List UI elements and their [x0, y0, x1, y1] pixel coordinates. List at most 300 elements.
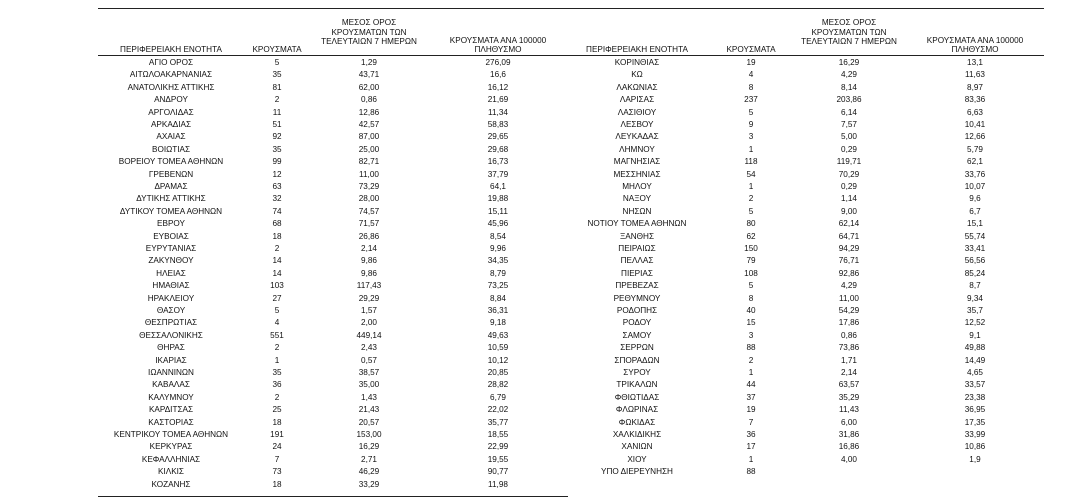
left-avg-cell: 1,57	[361, 306, 377, 315]
left-region-cell: ΙΚΑΡΙΑΣ	[155, 355, 187, 365]
right-avg-cell: 94,29	[838, 244, 860, 253]
right-cases-cell: 8	[748, 82, 754, 92]
left-header-per100k	[428, 18, 568, 55]
left-cases-cell: 18	[272, 231, 282, 241]
left-avg-cell: 42,57	[358, 120, 380, 129]
right-region-cell: ΧΑΛΚΙΔΙΚΗΣ	[612, 430, 662, 439]
left-cases-cell: 51	[272, 120, 282, 129]
right-per100k-cell: 33,99	[964, 430, 986, 439]
right-per100k-cell: 36,95	[964, 405, 986, 415]
right-avg-cell: 203,86	[836, 95, 862, 105]
left-avg-cell: 87,00	[358, 132, 380, 142]
right-region-cell: ΛΑΚΩΝΙΑΣ	[616, 82, 658, 92]
left-per100k-cell: 15,11	[488, 206, 508, 216]
left-per100k-cell: 19,88	[487, 194, 509, 204]
left-region-cell: ΔΥΤΙΚΟΥ ΤΟΜΕΑ ΑΘΗΝΩΝ	[119, 206, 223, 216]
table-row	[98, 193, 1044, 204]
left-per100k-cell: 22,02	[487, 405, 509, 415]
right-region-cell: ΣΑΜΟΥ	[622, 330, 652, 340]
left-cases-cell: 68	[272, 219, 282, 229]
left-per100k-cell: 34,35	[487, 256, 509, 266]
left-avg-cell: 29,29	[358, 293, 380, 303]
right-per100k-cell: 17,35	[964, 417, 986, 427]
left-region-cell: ΓΡΕΒΕΝΩΝ	[148, 169, 194, 179]
right-cases-cell: 54	[746, 169, 756, 179]
left-avg-cell: 12,86	[358, 107, 380, 117]
right-cases-cell: 1	[748, 144, 754, 154]
right-cases-cell: 5	[748, 206, 754, 216]
header-region-label: ΠΕΡΙΦΕΡΕΙΑΚΗ ΕΝΟΤΗΤΑ	[586, 45, 688, 55]
right-cases-cell: 237	[744, 95, 758, 105]
right-per100k-cell: 33,57	[964, 380, 986, 390]
right-avg-cell: 7,57	[841, 120, 857, 129]
right-avg-cell: 11,00	[839, 293, 859, 303]
left-per100k-cell: 45,96	[487, 219, 509, 229]
right-region-cell: ΝΗΣΩΝ	[622, 206, 652, 216]
table-row	[98, 355, 1044, 366]
left-region-cell: ΔΡΑΜΑΣ	[154, 182, 188, 191]
left-region-cell: ΚΕΦΑΛΛΗΝΙΑΣ	[141, 454, 201, 464]
left-cases-cell: 11	[272, 107, 282, 117]
right-cases-cell: 62	[746, 231, 756, 241]
right-region-cell: ΜΗΛΟΥ	[622, 182, 652, 191]
left-per100k-cell: 28,82	[487, 380, 509, 390]
left-per100k-cell: 37,79	[487, 169, 509, 179]
left-region-cell: ΚΙΛΚΙΣ	[157, 467, 184, 477]
left-per100k-cell: 11,34	[488, 107, 508, 117]
table-row	[98, 342, 1044, 353]
right-per100k-cell: 11,63	[965, 70, 985, 80]
left-avg-cell: 449,14	[356, 330, 382, 340]
table-row	[98, 268, 1044, 279]
left-per100k-cell: 9,18	[490, 318, 506, 328]
left-cases-cell: 36	[272, 380, 282, 390]
right-header-rule	[568, 55, 1044, 56]
right-cases-cell: 88	[746, 467, 756, 477]
right-region-cell: ΥΠΟ ΔΙΕΡΕΥΝΗΣΗ	[601, 467, 673, 477]
left-avg-cell: 153,00	[356, 430, 382, 439]
left-cases-cell: 14	[272, 256, 282, 266]
left-per100k-cell: 16,6	[490, 70, 506, 80]
table-row	[98, 280, 1044, 291]
left-avg-cell: 11,00	[359, 169, 379, 179]
right-header-per100k	[906, 18, 1044, 55]
right-cases-cell: 2	[748, 355, 754, 365]
right-region-cell: ΦΩΚΙΔΑΣ	[618, 417, 656, 427]
left-avg-cell: 33,29	[358, 479, 380, 489]
right-avg-cell: 2,14	[841, 368, 857, 377]
left-region-cell: ΘΑΣΟΥ	[156, 306, 186, 315]
left-per100k-cell: 16,12	[487, 82, 509, 92]
right-cases-cell: 15	[746, 318, 756, 328]
left-region-cell: ΖΑΚΥΝΘΟΥ	[148, 256, 194, 266]
cases-table	[98, 8, 1044, 500]
left-cases-cell: 103	[270, 281, 284, 291]
right-cases-cell: 36	[746, 430, 756, 439]
left-region-cell: ΚΕΡΚΥΡΑΣ	[149, 442, 193, 452]
right-region-cell: ΜΕΣΣΗΝΙΑΣ	[613, 169, 661, 179]
header-per100k-line-1: ΚΡΟΥΣΜΑΤΑ ΑΝΑ 100000	[449, 35, 547, 45]
right-per100k-cell: 10,86	[964, 442, 986, 452]
right-per100k-cell: 9,34	[967, 293, 983, 303]
left-per100k-cell: 8,54	[490, 231, 506, 241]
right-per100k-cell: 85,24	[964, 268, 986, 278]
right-region-cell: ΛΕΣΒΟΥ	[620, 120, 654, 129]
right-avg-cell: 62,14	[838, 219, 860, 229]
right-avg-cell: 1,71	[841, 355, 857, 365]
table-row	[98, 119, 1044, 130]
left-avg-cell: 0,86	[361, 95, 377, 105]
right-cases-cell: 8	[748, 293, 754, 303]
right-avg-cell: 54,29	[838, 306, 860, 315]
left-cases-cell: 99	[272, 157, 282, 167]
table-row	[98, 255, 1044, 266]
left-cases-cell: 5	[274, 58, 280, 67]
right-cases-cell: 118	[744, 157, 758, 167]
left-region-cell: ΒΟΙΩΤΙΑΣ	[151, 144, 191, 154]
table-row	[98, 454, 1044, 465]
left-region-cell: ΗΡΑΚΛΕΙΟΥ	[147, 293, 195, 303]
right-region-cell: ΚΩ	[631, 70, 643, 80]
left-per100k-cell: 16,73	[487, 157, 509, 167]
left-avg-cell: 2,71	[361, 454, 377, 464]
right-avg-cell: 5,00	[841, 132, 857, 142]
right-cases-cell: 108	[744, 268, 758, 278]
right-region-cell: ΠΕΙΡΑΙΩΣ	[618, 244, 656, 253]
left-region-cell: ΑΡΚΑΔΙΑΣ	[150, 120, 192, 129]
table-row	[98, 156, 1044, 167]
table-row	[98, 69, 1044, 80]
right-per100k-cell: 83,36	[964, 95, 986, 105]
right-region-cell: ΡΟΔΟΠΗΣ	[616, 306, 658, 315]
left-cases-cell: 27	[272, 293, 282, 303]
right-avg-cell: 0,86	[841, 330, 857, 340]
left-avg-cell: 1,29	[361, 58, 377, 67]
table-row	[98, 206, 1044, 217]
left-avg-cell: 26,86	[358, 231, 380, 241]
right-region-cell: ΧΑΝΙΩΝ	[621, 442, 653, 452]
left-per100k-cell: 10,59	[487, 343, 509, 353]
right-avg-cell: 9,00	[841, 206, 857, 216]
table-row	[98, 218, 1044, 229]
left-header-cases	[244, 18, 310, 55]
right-avg-cell: 6,00	[841, 417, 857, 427]
right-avg-cell: 70,29	[838, 169, 860, 179]
right-region-cell: ΦΛΩΡΙΝΑΣ	[615, 405, 659, 415]
left-avg-cell: 9,86	[361, 256, 377, 266]
right-avg-cell: 4,29	[841, 281, 857, 291]
left-region-cell: ΚΕΝΤΡΙΚΟΥ ΤΟΜΕΑ ΑΘΗΝΩΝ	[113, 430, 229, 439]
left-avg-cell: 16,29	[358, 442, 380, 452]
header-per100k-line-1: ΚΡΟΥΣΜΑΤΑ ΑΝΑ 100000	[926, 35, 1024, 45]
header-avg-line-1: ΜΕΣΟΣ ΟΡΟΣ	[821, 18, 877, 27]
left-region-cell: ΒΟΡΕΙΟΥ ΤΟΜΕΑ ΑΘΗΝΩΝ	[118, 157, 224, 167]
header-avg-line-1: ΜΕΣΟΣ ΟΡΟΣ	[341, 18, 397, 27]
table-row	[98, 231, 1044, 242]
left-cases-cell: 2	[274, 95, 280, 105]
right-region-cell: ΞΑΝΘΗΣ	[619, 231, 655, 241]
left-avg-cell: 20,57	[358, 417, 380, 427]
right-cases-cell: 79	[746, 256, 756, 266]
table-row	[98, 169, 1044, 180]
header-cases-label: ΚΡΟΥΣΜΑΤΑ	[252, 45, 302, 55]
right-per100k-cell: 13,1	[967, 58, 983, 67]
left-per100k-cell: 29,68	[487, 144, 509, 154]
right-cases-cell: 4	[748, 70, 754, 80]
left-per100k-cell: 10,12	[487, 355, 509, 365]
left-region-cell: ΑΡΓΟΛΙΔΑΣ	[148, 107, 194, 117]
left-per100k-cell: 73,25	[487, 281, 509, 291]
table-row	[98, 305, 1044, 316]
left-avg-cell: 35,00	[358, 380, 380, 390]
bottom-rule	[98, 496, 568, 497]
left-region-cell: ΔΥΤΙΚΗΣ ΑΤΤΙΚΗΣ	[136, 194, 206, 204]
left-region-cell: ΑΙΤΩΛΟΑΚΑΡΝΑΝΙΑΣ	[129, 70, 213, 80]
right-header-cases	[710, 18, 792, 55]
left-per100k-cell: 18,55	[487, 430, 509, 439]
right-per100k-cell: 6,63	[967, 107, 983, 117]
left-cases-cell: 25	[272, 405, 282, 415]
left-avg-cell: 25,00	[358, 144, 380, 154]
right-region-cell: ΣΕΡΡΩΝ	[620, 343, 654, 353]
left-region-cell: ΗΜΑΘΙΑΣ	[152, 281, 190, 291]
right-per100k-cell: 14,49	[964, 355, 986, 365]
right-region-cell: ΡΟΔΟΥ	[622, 318, 652, 328]
header-avg-line-2: ΚΡΟΥΣΜΑΤΩΝ ΤΩΝ	[331, 27, 407, 37]
right-region-cell: ΧΙΟΥ	[627, 454, 647, 464]
right-per100k-cell: 49,88	[964, 343, 986, 353]
left-per100k-cell: 8,84	[490, 293, 506, 303]
header-per100k-line-2: ΠΛΗΘΥΣΜΟ	[474, 45, 522, 55]
right-per100k-cell: 10,41	[964, 120, 986, 129]
left-avg-cell: 0,57	[361, 355, 377, 365]
left-cases-cell: 18	[272, 479, 282, 489]
table-row	[98, 392, 1044, 403]
left-region-cell: ΑΝΑΤΟΛΙΚΗΣ ΑΤΤΙΚΗΣ	[127, 82, 215, 92]
left-cases-cell: 551	[270, 330, 284, 340]
left-per100k-cell: 64,1	[490, 182, 506, 191]
left-per100k-cell: 19,55	[487, 454, 509, 464]
left-avg-cell: 117,43	[356, 281, 382, 291]
header-region-label: ΠΕΡΙΦΕΡΕΙΑΚΗ ΕΝΟΤΗΤΑ	[120, 45, 222, 55]
left-region-cell: ΘΕΣΣΑΛΟΝΙΚΗΣ	[139, 330, 203, 340]
left-per100k-cell: 36,31	[487, 306, 509, 315]
right-avg-cell: 1,14	[841, 194, 857, 204]
right-region-cell: ΝΑΞΟΥ	[622, 194, 652, 204]
left-region-cell: ΘΕΣΠΡΩΤΙΑΣ	[144, 318, 198, 328]
left-per100k-cell: 22,99	[487, 442, 509, 452]
right-avg-cell: 8,14	[841, 82, 857, 92]
right-region-cell: ΠΡΕΒΕΖΑΣ	[615, 281, 659, 291]
left-cases-cell: 32	[272, 194, 282, 204]
left-per100k-cell: 49,63	[487, 330, 509, 340]
right-per100k-cell: 9,6	[969, 194, 981, 204]
right-avg-cell: 119,71	[836, 157, 862, 167]
left-avg-cell: 43,71	[358, 70, 380, 80]
right-region-cell: ΣΥΡΟΥ	[623, 368, 651, 377]
right-avg-cell: 73,86	[838, 343, 860, 353]
left-region-cell: ΕΥΡΥΤΑΝΙΑΣ	[145, 244, 197, 253]
header-cases-label: ΚΡΟΥΣΜΑΤΑ	[726, 45, 776, 55]
right-cases-cell: 40	[746, 306, 756, 315]
left-per100k-cell: 90,77	[487, 467, 509, 477]
table-row	[98, 367, 1044, 378]
right-avg-cell: 76,71	[838, 256, 860, 266]
table-row	[98, 317, 1044, 328]
right-per100k-cell: 8,7	[969, 281, 981, 291]
left-avg-cell: 2,00	[361, 318, 377, 328]
table-row	[98, 441, 1044, 452]
table-row	[98, 379, 1044, 390]
left-region-cell: ΑΝΔΡΟΥ	[154, 95, 188, 105]
right-cases-cell: 1	[748, 454, 754, 464]
left-per100k-cell: 8,79	[490, 268, 506, 278]
left-cases-cell: 35	[272, 70, 282, 80]
right-per100k-cell: 23,38	[964, 392, 986, 402]
right-per100k-cell: 5,79	[967, 144, 983, 154]
right-region-cell: ΣΠΟΡΑΔΩΝ	[614, 355, 660, 365]
right-cases-cell: 19	[746, 58, 756, 67]
left-cases-cell: 81	[272, 82, 282, 92]
right-cases-cell: 88	[746, 343, 756, 353]
left-cases-cell: 7	[274, 454, 280, 464]
left-region-cell: ΚΑΛΥΜΝΟΥ	[148, 392, 194, 402]
right-avg-cell: 17,86	[838, 318, 860, 328]
left-avg-cell: 71,57	[358, 219, 380, 229]
right-avg-cell: 35,29	[838, 392, 860, 402]
table-row	[98, 404, 1044, 415]
left-avg-cell: 82,71	[358, 157, 380, 167]
left-avg-cell: 2,43	[361, 343, 377, 353]
left-header-region	[98, 18, 244, 55]
left-region-cell: ΙΩΑΝΝΙΝΩΝ	[148, 368, 194, 377]
top-rule	[98, 8, 1044, 9]
right-region-cell: ΝΟΤΙΟΥ ΤΟΜΕΑ ΑΘΗΝΩΝ	[587, 219, 687, 229]
right-region-cell: ΚΟΡΙΝΘΙΑΣ	[614, 58, 660, 67]
right-region-cell: ΤΡΙΚΑΛΩΝ	[616, 380, 658, 390]
header-avg-line-2: ΚΡΟΥΣΜΑΤΩΝ ΤΩΝ	[811, 27, 887, 37]
right-region-cell: ΠΙΕΡΙΑΣ	[621, 268, 653, 278]
right-per100k-cell: 33,76	[964, 169, 986, 179]
left-header-rule	[98, 55, 568, 56]
left-cases-cell: 12	[272, 169, 282, 179]
right-region-cell: ΛΕΥΚΑΔΑΣ	[615, 132, 659, 142]
right-per100k-cell: 8,97	[967, 82, 983, 92]
right-header-avg	[792, 18, 906, 47]
left-cases-cell: 35	[272, 368, 282, 377]
left-region-cell: ΑΧΑΙΑΣ	[156, 132, 186, 142]
left-region-cell: ΗΛΕΙΑΣ	[156, 268, 186, 278]
left-cases-cell: 1	[274, 355, 280, 365]
table-row	[98, 82, 1044, 93]
left-cases-cell: 4	[274, 318, 280, 328]
right-cases-cell: 3	[748, 330, 754, 340]
left-avg-cell: 21,43	[358, 405, 380, 415]
right-region-cell: ΛΗΜΝΟΥ	[619, 144, 655, 154]
left-avg-cell: 2,14	[361, 244, 377, 253]
right-cases-cell: 1	[748, 182, 754, 191]
right-cases-cell: 17	[746, 442, 756, 452]
right-cases-cell: 3	[748, 132, 754, 142]
left-per100k-cell: 20,85	[487, 368, 509, 377]
right-avg-cell: 92,86	[838, 268, 860, 278]
right-avg-cell: 0,29	[841, 182, 857, 191]
right-per100k-cell: 62,1	[967, 157, 983, 167]
right-per100k-cell: 4,65	[967, 368, 983, 377]
left-cases-cell: 2	[274, 392, 280, 402]
left-per100k-cell: 11,98	[488, 479, 508, 489]
right-cases-cell: 80	[746, 219, 756, 229]
right-per100k-cell: 10,07	[964, 182, 986, 191]
table-row	[98, 144, 1044, 155]
left-region-cell: ΕΥΒΟΙΑΣ	[153, 231, 189, 241]
table-row	[98, 107, 1044, 118]
table-row	[98, 429, 1044, 440]
header-per100k-line-2: ΠΛΗΘΥΣΜΟ	[951, 45, 999, 55]
left-avg-cell: 62,00	[358, 82, 380, 92]
left-cases-cell: 5	[274, 306, 280, 315]
left-region-cell: ΚΑΣΤΟΡΙΑΣ	[148, 417, 194, 427]
right-region-cell: ΡΕΘΥΜΝΟΥ	[613, 293, 661, 303]
left-cases-cell: 18	[272, 417, 282, 427]
header-avg-line-3: ΤΕΛΕΥΤΑΙΩΝ 7 ΗΜΕΡΩΝ	[321, 37, 417, 47]
left-avg-cell: 9,86	[361, 268, 377, 278]
right-per100k-cell: 55,74	[964, 231, 986, 241]
right-cases-cell: 37	[746, 392, 756, 402]
right-per100k-cell: 6,7	[969, 206, 981, 216]
left-cases-cell: 63	[272, 182, 282, 191]
left-region-cell: ΚΑΒΑΛΑΣ	[152, 380, 190, 390]
left-avg-cell: 74,57	[358, 206, 380, 216]
left-per100k-cell: 9,96	[490, 244, 506, 253]
right-avg-cell: 16,29	[838, 58, 860, 67]
right-avg-cell: 0,29	[841, 144, 857, 154]
right-avg-cell: 11,43	[839, 405, 859, 415]
right-cases-cell: 44	[746, 380, 756, 390]
table-row	[98, 243, 1044, 254]
table-row	[98, 466, 1044, 477]
table-row	[98, 330, 1044, 341]
left-per100k-cell: 21,69	[487, 95, 509, 105]
table-row	[98, 131, 1044, 142]
table-row	[98, 417, 1044, 428]
left-avg-cell: 1,43	[361, 392, 377, 402]
right-per100k-cell: 56,56	[964, 256, 986, 266]
header-avg-line-3: ΤΕΛΕΥΤΑΙΩΝ 7 ΗΜΕΡΩΝ	[801, 37, 897, 47]
right-avg-cell: 64,71	[838, 231, 860, 241]
left-per100k-cell: 6,79	[490, 392, 506, 402]
left-cases-cell: 24	[272, 442, 282, 452]
right-region-cell: ΦΘΙΩΤΙΔΑΣ	[614, 392, 660, 402]
right-per100k-cell: 33,41	[964, 244, 986, 253]
right-cases-cell: 1	[748, 368, 754, 377]
right-per100k-cell: 9,1	[969, 330, 981, 340]
right-cases-cell: 9	[748, 120, 754, 129]
left-region-cell: ΘΗΡΑΣ	[157, 343, 185, 353]
left-per100k-cell: 276,09	[485, 58, 511, 67]
right-cases-cell: 150	[744, 244, 758, 253]
table-row	[98, 181, 1044, 192]
left-region-cell: ΕΒΡΟΥ	[157, 219, 185, 229]
right-region-cell: ΛΑΡΙΣΑΣ	[619, 95, 655, 105]
left-cases-cell: 73	[272, 467, 282, 477]
table-row	[98, 479, 1044, 490]
left-header-avg	[310, 18, 428, 47]
left-avg-cell: 28,00	[358, 194, 380, 204]
left-region-cell: ΚΑΡΔΙΤΣΑΣ	[148, 405, 194, 415]
right-cases-cell: 5	[748, 107, 754, 117]
left-region-cell: ΑΓΙΟ ΟΡΟΣ	[148, 58, 194, 67]
